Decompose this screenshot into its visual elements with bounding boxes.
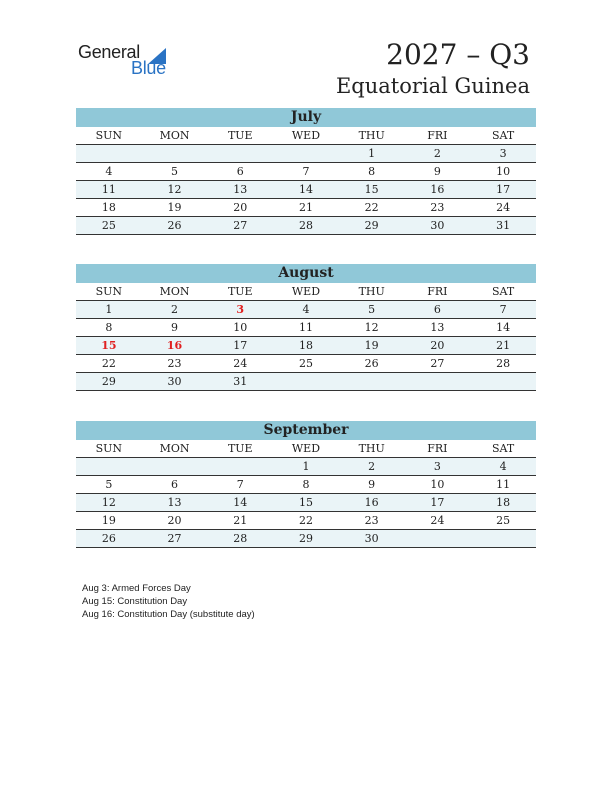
day-cell: 8 bbox=[76, 319, 142, 337]
day-cell: 9 bbox=[142, 319, 208, 337]
weekday-label: SUN bbox=[76, 127, 142, 145]
day-cell: 26 bbox=[339, 355, 405, 373]
day-cell: 18 bbox=[470, 494, 536, 512]
day-cell: 24 bbox=[207, 355, 273, 373]
month-name: July bbox=[76, 108, 536, 127]
page-subtitle: Equatorial Guinea bbox=[335, 74, 530, 98]
day-cell: 13 bbox=[142, 494, 208, 512]
day-cell: 30 bbox=[405, 217, 471, 235]
weekday-label: TUE bbox=[207, 440, 273, 458]
day-cell: 1 bbox=[273, 458, 339, 476]
week-row bbox=[76, 319, 536, 337]
day-cell: 8 bbox=[339, 163, 405, 181]
day-cell bbox=[470, 530, 536, 548]
week-row bbox=[76, 530, 536, 548]
day-cell bbox=[339, 373, 405, 391]
day-cell: 21 bbox=[273, 199, 339, 217]
weekday-label: TUE bbox=[207, 127, 273, 145]
day-cell: 14 bbox=[207, 494, 273, 512]
day-cell: 17 bbox=[207, 337, 273, 355]
day-cell: 1 bbox=[339, 145, 405, 163]
day-cell: 25 bbox=[470, 512, 536, 530]
day-cell: 6 bbox=[207, 163, 273, 181]
week-row bbox=[76, 494, 536, 512]
day-cell: 4 bbox=[76, 163, 142, 181]
day-cell: 21 bbox=[470, 337, 536, 355]
weekday-label: THU bbox=[339, 283, 405, 301]
day-cell: 31 bbox=[470, 217, 536, 235]
day-cell: 21 bbox=[207, 512, 273, 530]
weekday-label: FRI bbox=[405, 283, 471, 301]
day-cell: 15 bbox=[273, 494, 339, 512]
weekday-label: SUN bbox=[76, 283, 142, 301]
day-cell: 7 bbox=[273, 163, 339, 181]
weekday-label: WED bbox=[273, 283, 339, 301]
weekday-label: TUE bbox=[207, 283, 273, 301]
day-cell bbox=[405, 373, 471, 391]
weekday-header-row bbox=[76, 283, 536, 301]
day-cell: 11 bbox=[76, 181, 142, 199]
month-july bbox=[76, 108, 536, 235]
day-cell: 27 bbox=[405, 355, 471, 373]
month-august bbox=[76, 264, 536, 391]
day-cell: 13 bbox=[207, 181, 273, 199]
holiday-day-cell: 16 bbox=[142, 337, 208, 355]
day-cell: 28 bbox=[207, 530, 273, 548]
weekday-label: SUN bbox=[76, 440, 142, 458]
day-cell: 19 bbox=[339, 337, 405, 355]
day-cell: 18 bbox=[76, 199, 142, 217]
day-cell bbox=[405, 530, 471, 548]
day-cell: 6 bbox=[142, 476, 208, 494]
day-cell: 23 bbox=[339, 512, 405, 530]
day-cell: 13 bbox=[405, 319, 471, 337]
day-cell: 10 bbox=[207, 319, 273, 337]
week-row bbox=[76, 301, 536, 319]
weekday-label: THU bbox=[339, 127, 405, 145]
day-cell: 29 bbox=[76, 373, 142, 391]
month-grid bbox=[76, 440, 536, 548]
week-row bbox=[76, 217, 536, 235]
day-cell: 9 bbox=[405, 163, 471, 181]
day-cell: 16 bbox=[339, 494, 405, 512]
day-cell: 28 bbox=[273, 217, 339, 235]
month-september bbox=[76, 421, 536, 548]
month-grid bbox=[76, 127, 536, 235]
weekday-label: SAT bbox=[470, 440, 536, 458]
day-cell: 30 bbox=[142, 373, 208, 391]
holiday-note: Aug 16: Constitution Day (substitute day) bbox=[82, 609, 255, 620]
day-cell bbox=[76, 458, 142, 476]
day-cell: 24 bbox=[470, 199, 536, 217]
day-cell: 6 bbox=[405, 301, 471, 319]
weekday-label: MON bbox=[142, 440, 208, 458]
day-cell: 28 bbox=[470, 355, 536, 373]
day-cell: 26 bbox=[76, 530, 142, 548]
weekday-header-row bbox=[76, 127, 536, 145]
day-cell: 8 bbox=[273, 476, 339, 494]
weekday-label: FRI bbox=[405, 440, 471, 458]
day-cell: 3 bbox=[405, 458, 471, 476]
day-cell: 22 bbox=[339, 199, 405, 217]
week-row bbox=[76, 512, 536, 530]
day-cell bbox=[142, 145, 208, 163]
day-cell: 26 bbox=[142, 217, 208, 235]
day-cell: 23 bbox=[405, 199, 471, 217]
day-cell: 9 bbox=[339, 476, 405, 494]
week-row bbox=[76, 373, 536, 391]
day-cell: 2 bbox=[339, 458, 405, 476]
day-cell: 12 bbox=[339, 319, 405, 337]
day-cell: 30 bbox=[339, 530, 405, 548]
day-cell: 14 bbox=[470, 319, 536, 337]
weekday-label: SAT bbox=[470, 127, 536, 145]
weekday-label: WED bbox=[273, 127, 339, 145]
brand-logo bbox=[78, 42, 188, 82]
day-cell: 20 bbox=[142, 512, 208, 530]
weekday-label: MON bbox=[142, 283, 208, 301]
holiday-notes bbox=[82, 582, 255, 621]
day-cell: 3 bbox=[470, 145, 536, 163]
day-cell: 25 bbox=[273, 355, 339, 373]
day-cell: 22 bbox=[273, 512, 339, 530]
day-cell bbox=[142, 458, 208, 476]
day-cell: 5 bbox=[142, 163, 208, 181]
weekday-label: MON bbox=[142, 127, 208, 145]
holiday-note: Aug 3: Armed Forces Day bbox=[82, 583, 191, 594]
week-row bbox=[76, 181, 536, 199]
day-cell: 4 bbox=[273, 301, 339, 319]
weekday-label: WED bbox=[273, 440, 339, 458]
day-cell: 20 bbox=[405, 337, 471, 355]
brand-name-general: General bbox=[78, 42, 140, 62]
weekday-label: FRI bbox=[405, 127, 471, 145]
month-name: September bbox=[76, 421, 536, 440]
day-cell: 22 bbox=[76, 355, 142, 373]
day-cell: 24 bbox=[405, 512, 471, 530]
week-row bbox=[76, 163, 536, 181]
day-cell: 16 bbox=[405, 181, 471, 199]
day-cell: 14 bbox=[273, 181, 339, 199]
day-cell: 27 bbox=[142, 530, 208, 548]
week-row bbox=[76, 337, 536, 355]
holiday-day-cell: 3 bbox=[207, 301, 273, 319]
day-cell: 31 bbox=[207, 373, 273, 391]
page-title: 2027 – Q3 bbox=[386, 38, 530, 71]
weekday-label: THU bbox=[339, 440, 405, 458]
day-cell: 7 bbox=[207, 476, 273, 494]
day-cell: 29 bbox=[273, 530, 339, 548]
day-cell: 19 bbox=[142, 199, 208, 217]
day-cell: 15 bbox=[339, 181, 405, 199]
day-cell: 1 bbox=[76, 301, 142, 319]
day-cell: 27 bbox=[207, 217, 273, 235]
day-cell: 12 bbox=[142, 181, 208, 199]
weekday-header-row bbox=[76, 440, 536, 458]
day-cell: 11 bbox=[273, 319, 339, 337]
day-cell: 11 bbox=[470, 476, 536, 494]
month-grid bbox=[76, 283, 536, 391]
day-cell: 4 bbox=[470, 458, 536, 476]
day-cell: 10 bbox=[470, 163, 536, 181]
day-cell: 5 bbox=[76, 476, 142, 494]
day-cell: 5 bbox=[339, 301, 405, 319]
day-cell: 23 bbox=[142, 355, 208, 373]
day-cell: 25 bbox=[76, 217, 142, 235]
week-row bbox=[76, 145, 536, 163]
day-cell bbox=[273, 145, 339, 163]
day-cell: 29 bbox=[339, 217, 405, 235]
week-row bbox=[76, 458, 536, 476]
day-cell bbox=[207, 145, 273, 163]
day-cell bbox=[76, 145, 142, 163]
day-cell bbox=[470, 373, 536, 391]
day-cell bbox=[273, 373, 339, 391]
day-cell: 18 bbox=[273, 337, 339, 355]
week-row bbox=[76, 199, 536, 217]
day-cell bbox=[207, 458, 273, 476]
day-cell: 12 bbox=[76, 494, 142, 512]
day-cell: 10 bbox=[405, 476, 471, 494]
month-name: August bbox=[76, 264, 536, 283]
day-cell: 7 bbox=[470, 301, 536, 319]
holiday-note: Aug 15: Constitution Day bbox=[82, 596, 188, 607]
brand-name-blue: Blue bbox=[131, 58, 166, 78]
weekday-label: SAT bbox=[470, 283, 536, 301]
day-cell: 17 bbox=[405, 494, 471, 512]
week-row bbox=[76, 355, 536, 373]
day-cell: 2 bbox=[405, 145, 471, 163]
holiday-day-cell: 15 bbox=[76, 337, 142, 355]
day-cell: 19 bbox=[76, 512, 142, 530]
day-cell: 17 bbox=[470, 181, 536, 199]
day-cell: 2 bbox=[142, 301, 208, 319]
day-cell: 20 bbox=[207, 199, 273, 217]
week-row bbox=[76, 476, 536, 494]
